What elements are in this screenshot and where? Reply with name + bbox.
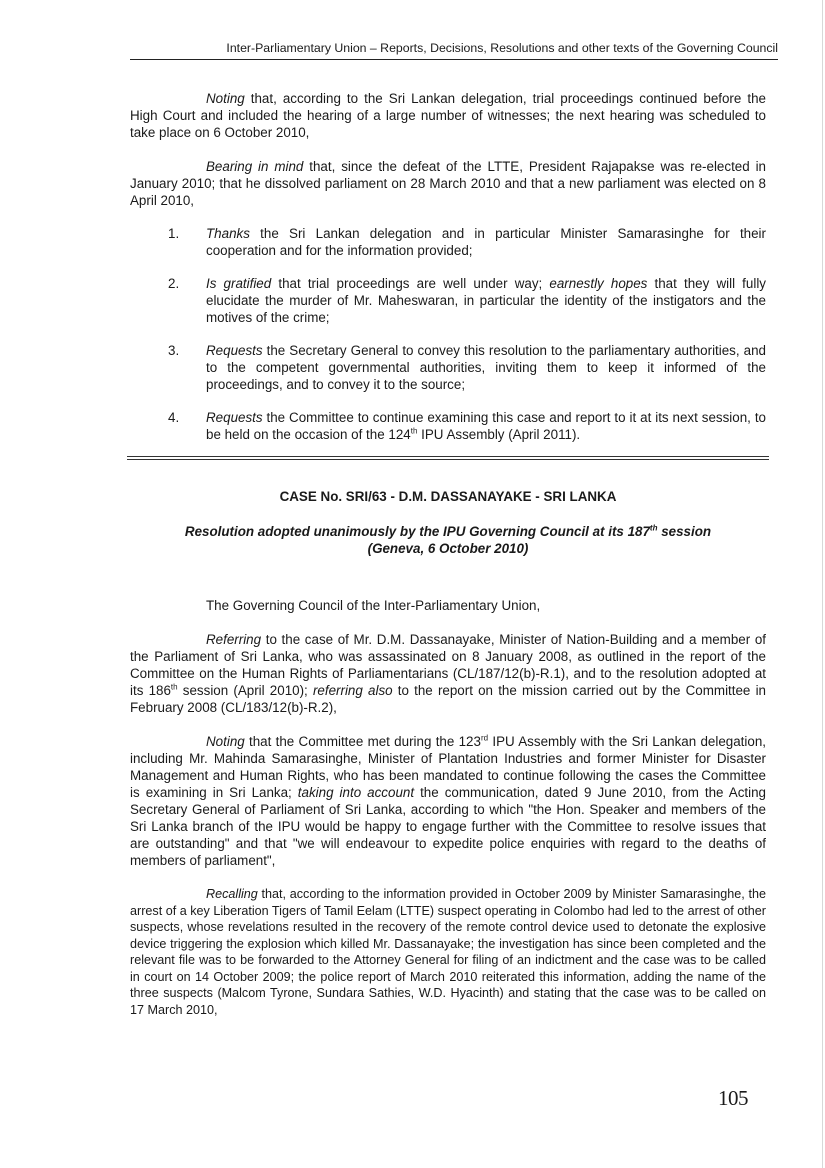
operative-item-3 (130, 342, 766, 393)
clause-text: that they will fully elucidate the murder of Mr. Maheswaran, in particular the identity of the instigators and the motives of the crime; (206, 276, 766, 325)
lead-word: Referring (206, 632, 262, 647)
item-number: 3. (168, 343, 180, 358)
resolution-place-date: (Geneva, 6 October 2010) (367, 541, 529, 556)
referring-paragraph (130, 631, 766, 716)
lead-word: earnestly hopes (549, 276, 648, 291)
recalling-paragraph (130, 886, 766, 1018)
page-number: 105 (718, 1086, 748, 1110)
ordinal-suffix: th (649, 523, 658, 533)
clause-text: that, since the defeat of the LTTE, President Rajapakse was re-elected in January 2010; that he dissolved parliament on 28 March 2010 and that a new parliament was elected on 8 April 2010, (130, 159, 766, 208)
operative-item-4 (130, 409, 766, 443)
ordinal-suffix: th (410, 426, 418, 436)
operative-item-2 (130, 275, 766, 326)
clause-text: the Secretary General to convey this resolution to the parliamentary authorities, and to the competent governmental authorities, inviting them to keep it informed of the proceedings, and to convey it to the source; (206, 343, 766, 392)
clause-text: the Committee to continue examining this case and report to it at its next session, to be held on the occasion of the 124 (206, 410, 766, 442)
lead-word: referring also (312, 683, 393, 698)
governing-council-intro: The Governing Council of the Inter-Parliamentary Union, (206, 598, 541, 613)
lead-word: Thanks (206, 226, 250, 241)
lead-word: Bearing in mind (206, 159, 304, 174)
clause-text: session (April 2010); (177, 683, 313, 698)
clause-text: to the report on the mission carried out by the Committee in February 2008 (CL/183/12(b)-R.2), (130, 683, 766, 715)
resolution-text: session (657, 524, 712, 539)
running-header: Inter-Parliamentary Union – Reports, Decisions, Resolutions and other texts of the Governing Council (130, 40, 778, 60)
noting-paragraph (130, 733, 766, 869)
clause-text: to the case of Mr. D.M. Dassanayake, Minister of Nation-Building and a member of the Parliament of Sri Lanka, who was assassinated on 8 January 2008, as outlined in the report of the Committee on the Human Rights of Parliamentarians (CL/187/12(b)-R.1), and to the resolution adopted at its 186 (130, 632, 766, 698)
ordinal-suffix: rd (480, 733, 489, 743)
page-content (130, 90, 766, 1018)
clause-text: the Sri Lankan delegation and in particular Minister Samarasinghe for their cooperation and for the information provided; (206, 226, 766, 258)
clause-text: that the Committee met during the 123 (244, 734, 481, 749)
lead-word: Requests (206, 410, 263, 425)
page-edge (822, 0, 823, 1168)
preamble-bearing-in-mind (130, 158, 766, 209)
clause-text: that trial proceedings are well under way; (271, 276, 550, 291)
resolution-subtitle (130, 523, 766, 540)
item-number: 2. (168, 276, 180, 291)
resolution-text: Resolution adopted unanimously by the IPU Governing Council at its 187 (184, 524, 650, 539)
preamble-noting (130, 90, 766, 141)
lead-word: Noting (206, 734, 245, 749)
clause-text: IPU Assembly (April 2011). (417, 427, 581, 442)
lead-word: Recalling (206, 887, 258, 901)
ordinal-suffix: th (170, 682, 178, 692)
section-divider (127, 456, 769, 460)
clause-text: that, according to the information provided in October 2009 by Minister Samarasinghe, the arrest of a key Liberation Tigers of Tamil Eelam (LTTE) suspect operating in Colombo had led to the arrest of other suspects, whose revelations resulted in the recovery of the remote control device used to detonate the explosive device triggering the explosion which killed Mr. Dassanayake; the investigation has since been completed and the relevant file was to be forwarded to the Attorney General for filing of an indictment and the case was to be called in court on 14 October 2009; the police report of March 2010 reiterated this information, adding the name of the three suspects (Malcom Tyrone, Sundara Sathies, W.D. Hyacinth) and stating that the case was to be called on 17 March 2010, (130, 887, 766, 1017)
operative-item-1 (130, 225, 766, 259)
clause-text: IPU Assembly with the Sri Lankan delegation, including Mr. Mahinda Samarasinghe, Minister of Plantation Industries and former Minister for Disaster Management and Human Rights, who has been mandated to continue following the cases the Committee is examining in Sri Lanka; (130, 734, 766, 800)
lead-word: Noting (206, 91, 245, 106)
lead-word: taking into account (297, 785, 415, 800)
lead-word: Is gratified (206, 276, 272, 291)
item-number: 4. (168, 410, 180, 425)
item-number: 1. (168, 226, 180, 241)
clause-text: the communication, dated 9 June 2010, from the Acting Secretary General of Parliament of Sri Lanka, according to which "the Hon. Speaker and members of the Sri Lanka branch of the IPU would be happy to engage further with the Committee to resolve issues that are outstanding" and that "we will endeavour to expedite police enquiries with regard to the deaths of members of parliament", (130, 785, 766, 868)
lead-word: Requests (206, 343, 263, 358)
clause-text: that, according to the Sri Lankan delegation, trial proceedings continued before the High Court and included the hearing of a large number of witnesses; the next hearing was scheduled to take place on 6 October 2010, (130, 91, 766, 140)
case-title: CASE No. SRI/63 - D.M. DASSANAYAKE - SRI LANKA (279, 489, 617, 504)
